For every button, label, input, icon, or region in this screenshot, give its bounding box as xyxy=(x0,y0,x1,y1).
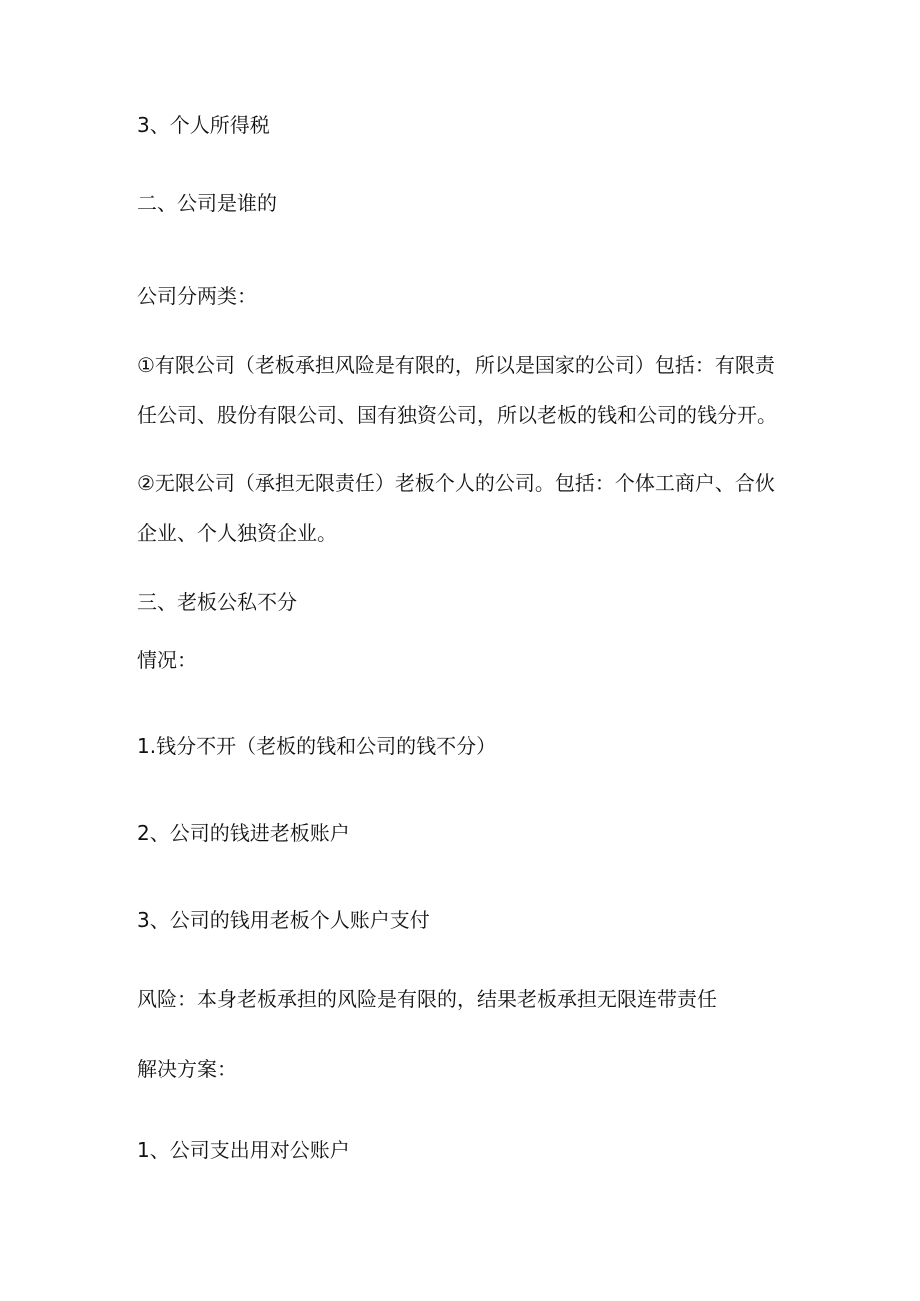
paragraph-limited-company-line-1: ①有限公司（老板承担风险是有限的，所以是国家的公司）包括：有限责 xyxy=(137,353,775,377)
list-item-company-money-to-owner-account: 2、公司的钱进老板账户 xyxy=(137,821,350,845)
paragraph-solution-label: 解决方案： xyxy=(137,1057,237,1081)
list-item-money-not-separated: 1.钱分不开（老板的钱和公司的钱不分） xyxy=(137,734,497,758)
paragraph-company-types: 公司分两类： xyxy=(137,284,257,308)
section-heading-company-owner: 二、公司是谁的 xyxy=(137,191,277,215)
paragraph-unlimited-company-line-2: 企业、个人独资企业。 xyxy=(137,521,337,545)
paragraph-unlimited-company-line-1: ②无限公司（承担无限责任）老板个人的公司。包括：个体工商户、合伙 xyxy=(137,471,775,495)
list-item-use-corporate-account: 1、公司支出用对公账户 xyxy=(137,1138,350,1162)
list-item-pay-with-owner-account: 3、公司的钱用老板个人账户支付 xyxy=(137,908,430,932)
paragraph-situation-label: 情况： xyxy=(137,648,197,672)
paragraph-limited-company-line-2: 任公司、股份有限公司、国有独资公司，所以老板的钱和公司的钱分开。 xyxy=(137,403,777,427)
paragraph-risk: 风险：本身老板承担的风险是有限的，结果老板承担无限连带责任 xyxy=(137,987,717,1011)
section-heading-mixing-funds: 三、老板公私不分 xyxy=(137,590,297,614)
list-item-income-tax: 3、个人所得税 xyxy=(137,113,270,137)
